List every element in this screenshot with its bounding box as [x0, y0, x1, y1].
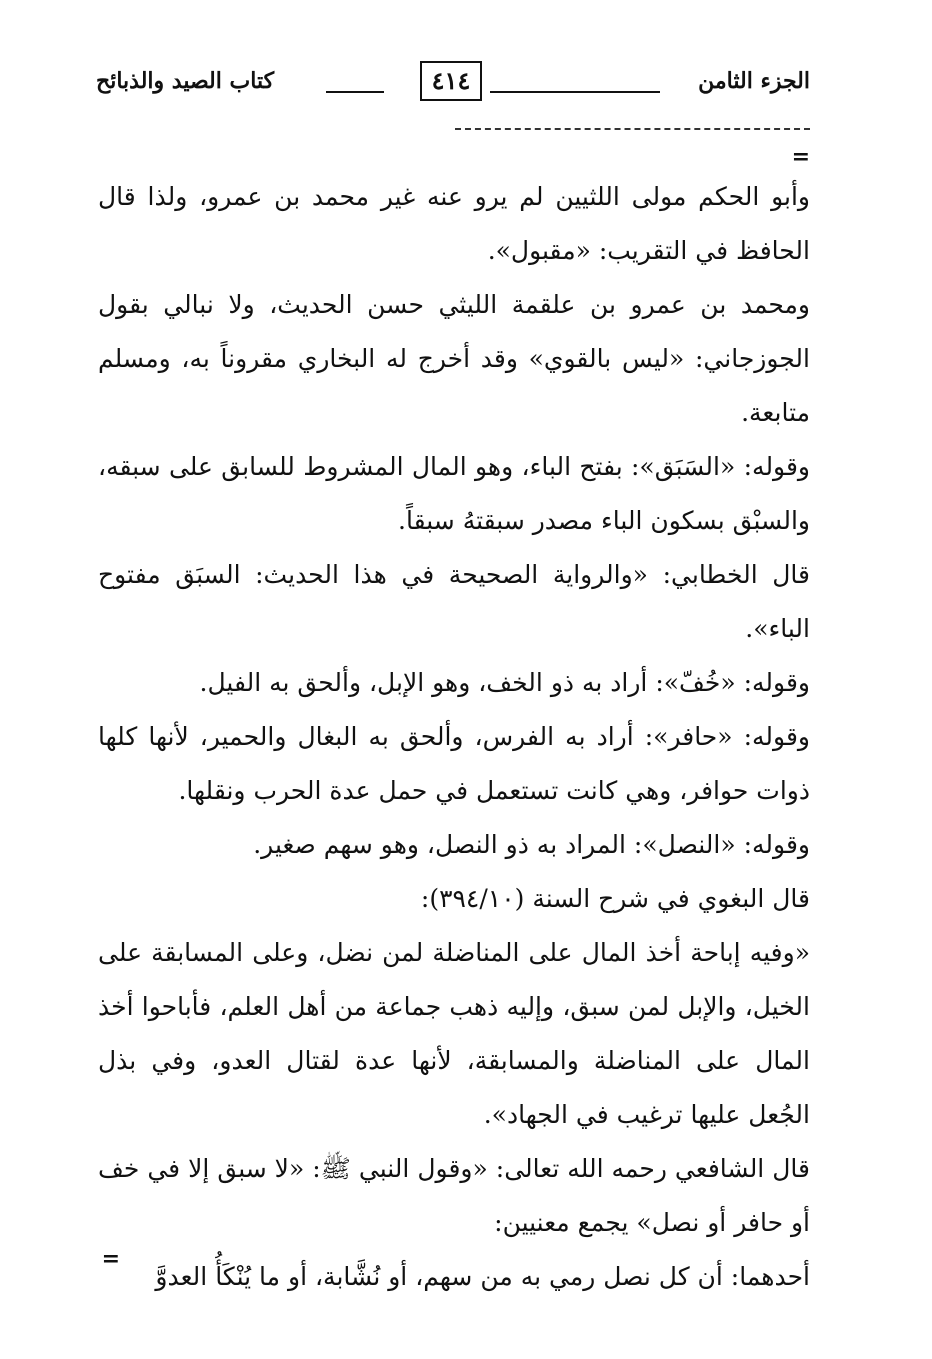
volume-label: الجزء الثامن [698, 68, 810, 94]
paragraph: قال الخطابي: «والرواية الصحيحة في هذا الحديث: السبَق مفتوح الباء». [98, 560, 810, 643]
paragraph: وقوله: «خُفّ»: أراد به ذو الخف، وهو الإبل، وألحق به الفيل. [199, 668, 810, 697]
footer-continuation-mark: = [101, 1246, 120, 1272]
header-dashed-rule [455, 128, 810, 130]
paragraph: وقوله: «حافر»: أراد به الفرس، وألحق به البغال والحمير، لأنها كلها ذوات حوافر، وهي كانت تستعمل في حمل عدة الحرب ونقلها. [98, 722, 810, 805]
paragraph: قال الشافعي رحمه الله تعالى: «وقول النبي ﷺ: «لا سبق إلا في خف أو حافر أو نصل» يجمع معنيين: [98, 1154, 810, 1237]
page-number: ٤١٤ [420, 61, 482, 101]
header-rule-right [490, 91, 660, 93]
chapter-title: كتاب الصيد والذبائح [96, 68, 275, 94]
running-header [96, 58, 810, 170]
header-continuation-mark: = [791, 144, 810, 170]
paragraph: قال البغوي في شرح السنة (٣٩٤/١٠): [420, 884, 810, 913]
paragraph: وأبو الحكم مولى اللثيين لم يرو عنه غير محمد بن عمرو، ولذا قال الحافظ في التقريب: «مقبول». [98, 182, 810, 265]
paragraph: ومحمد بن عمرو بن علقمة الليثي حسن الحديث، ولا نبالي بقول الجوزجاني: «ليس بالقوي» وقد أخرج له البخاري مقروناً به، ومسلم متابعة. [98, 290, 811, 427]
paragraph: وقوله: «النصل»: المراد به ذو النصل، وهو سهم صغير. [253, 830, 810, 859]
paragraph: «وفيه إباحة أخذ المال على المناضلة لمن نضل، وعلى المسابقة على الخيل، والإبل لمن سبق، وإليه ذهب جماعة من أهل العلم، فأباحوا أخذ المال على المناضلة والمسابقة، لأنها عدة لقتال العدو، وفي بذل الجُعل عليها ترغيب في الجهاد». [98, 938, 810, 1129]
header-rule-left [326, 91, 384, 93]
paragraph: وقوله: «السَبَق»: بفتح الباء، وهو المال المشروط للسابق على سبقه، والسبْق بسكون الباء مصدر سبقتهُ سبقاً. [98, 452, 810, 535]
main-text [98, 170, 810, 1304]
paragraph: أحدهما: أن كل نصل رمي به من سهم، أو نُشَّابة، أو ما يُنْكَأُ العدوَّ [155, 1262, 810, 1291]
